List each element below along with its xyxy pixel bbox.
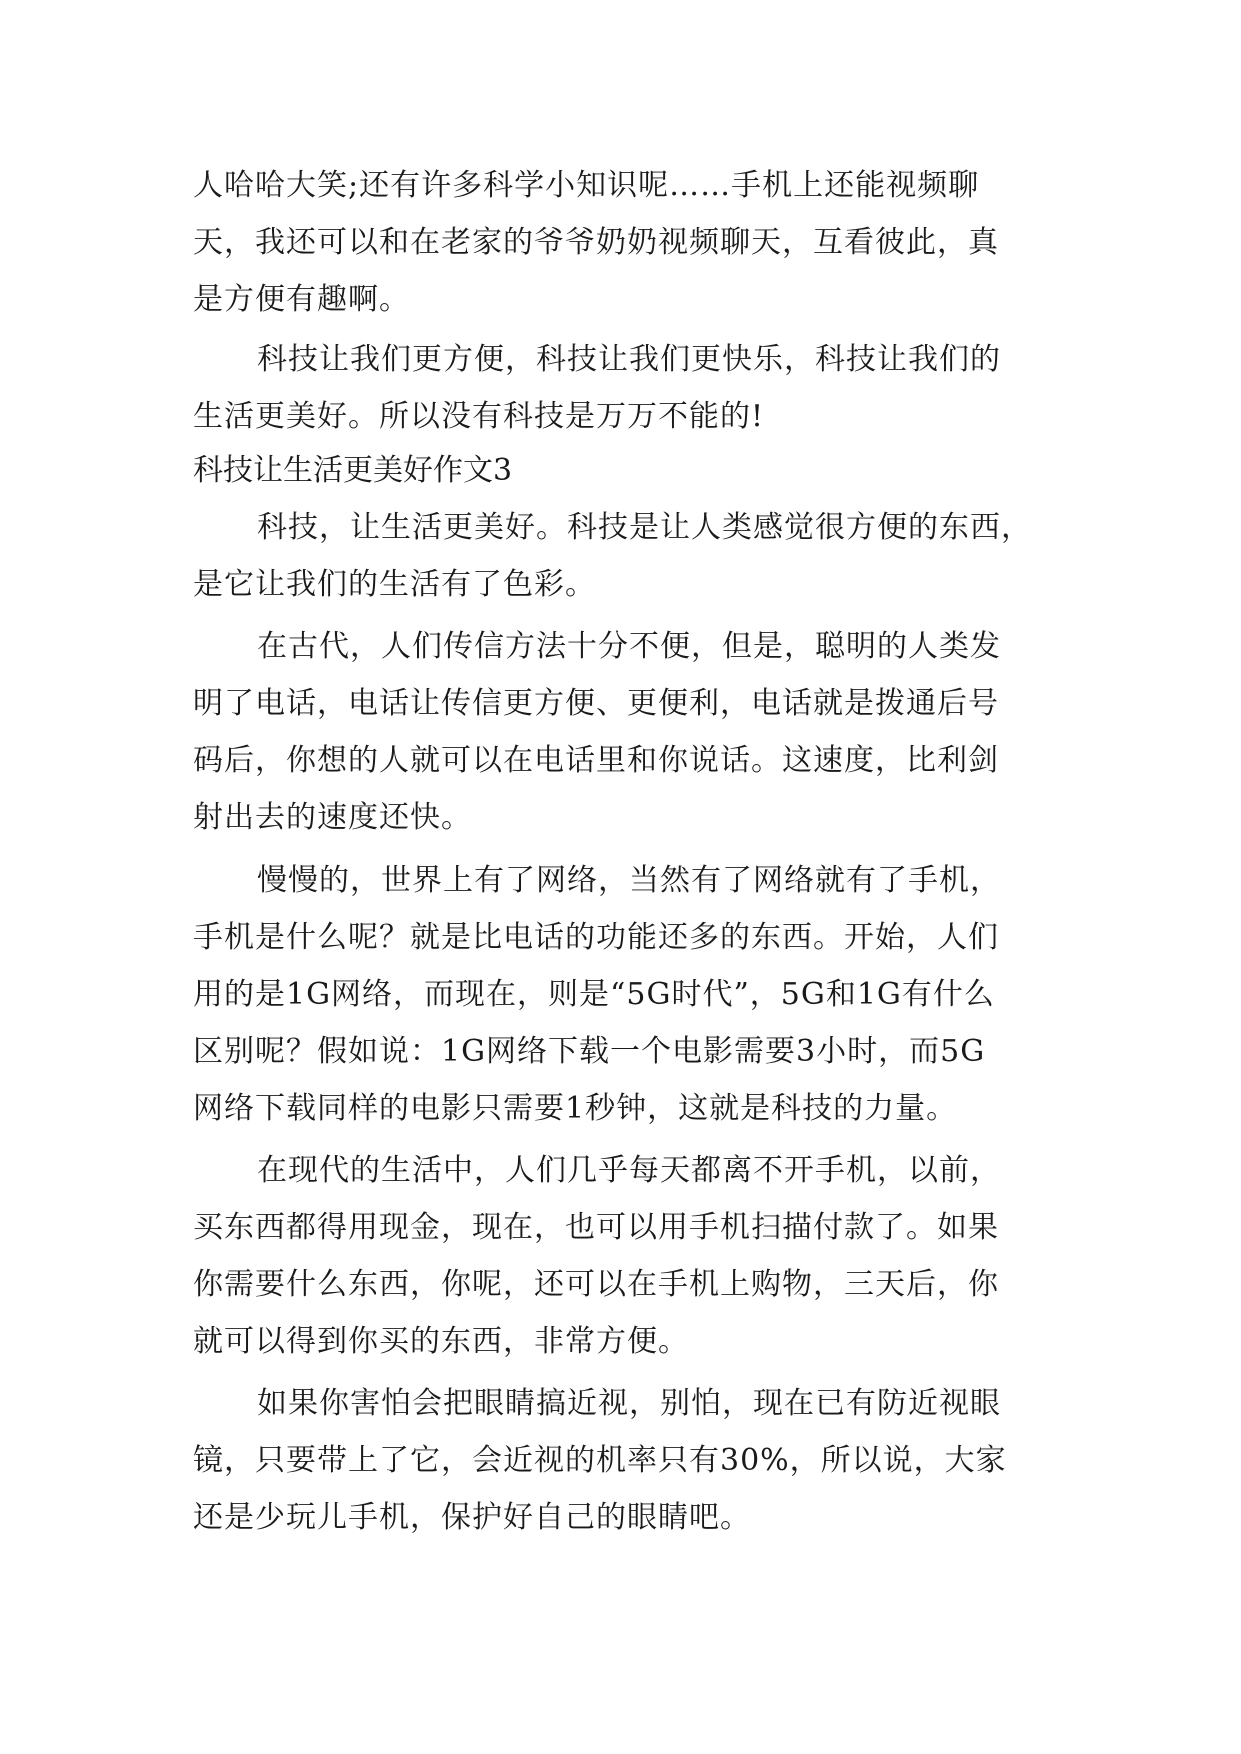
paragraph-line: 在古代，人们传信方法十分不便，但是，聪明的人类发 bbox=[257, 629, 1001, 664]
paragraph-line: 天，我还可以和在老家的爷爷奶奶视频聊天，互看彼此，真 bbox=[193, 225, 999, 260]
paragraph-line: 是方便有趣啊。 bbox=[193, 282, 410, 317]
paragraph-line: 科技让我们更方便，科技让我们更快乐，科技让我们的 bbox=[257, 342, 1001, 377]
paragraph-line: 如果你害怕会把眼睛搞近视，别怕，现在已有防近视眼 bbox=[257, 1386, 1001, 1421]
paragraph-line: 生活更美好。所以没有科技是万万不能的! bbox=[193, 399, 765, 434]
paragraph-line: 是它让我们的生活有了色彩。 bbox=[193, 567, 596, 602]
paragraph-line: 买东西都得用现金，现在，也可以用手机扫描付款了。如果 bbox=[193, 1210, 999, 1245]
paragraph-line: 射出去的速度还快。 bbox=[193, 800, 472, 835]
paragraph-line: 手机是什么呢？就是比电话的功能还多的东西。开始，人们 bbox=[193, 920, 999, 955]
paragraph-line: 网络下载同样的电影只需要1秒钟，这就是科技的力量。 bbox=[193, 1091, 958, 1126]
paragraph-line: 你需要什么东西，你呢，还可以在手机上购物，三天后，你 bbox=[193, 1267, 999, 1302]
paragraph-line: 明了电话，电话让传信更方便、更便利，电话就是拨通后号 bbox=[193, 686, 999, 721]
paragraph-line: 在现代的生活中，人们几乎每天都离不开手机，以前， bbox=[257, 1153, 1001, 1188]
paragraph-line: 区别呢？假如说：1G网络下载一个电影需要3小时，而5G bbox=[193, 1034, 986, 1069]
paragraph-line: 慢慢的，世界上有了网络，当然有了网络就有了手机， bbox=[257, 863, 1001, 898]
section-heading: 科技让生活更美好作文3 bbox=[193, 453, 513, 488]
paragraph-line: 还是少玩儿手机，保护好自己的眼睛吧。 bbox=[193, 1500, 751, 1535]
paragraph-line: 用的是1G网络，而现在，则是“5G时代”，5G和1G有什么 bbox=[193, 977, 995, 1012]
paragraph-line: 码后，你想的人就可以在电话里和你说话。这速度，比利剑 bbox=[193, 743, 999, 778]
paragraph-line: 就可以得到你买的东西，非常方便。 bbox=[193, 1324, 689, 1359]
paragraph-line: 科技，让生活更美好。科技是让人类感觉很方便的东西， bbox=[257, 510, 1032, 545]
paragraph-line: 人哈哈大笑;还有许多科学小知识呢……手机上还能视频聊 bbox=[193, 168, 980, 203]
paragraph-line: 镜，只要带上了它，会近视的机率只有30%，所以说，大家 bbox=[193, 1443, 1007, 1478]
